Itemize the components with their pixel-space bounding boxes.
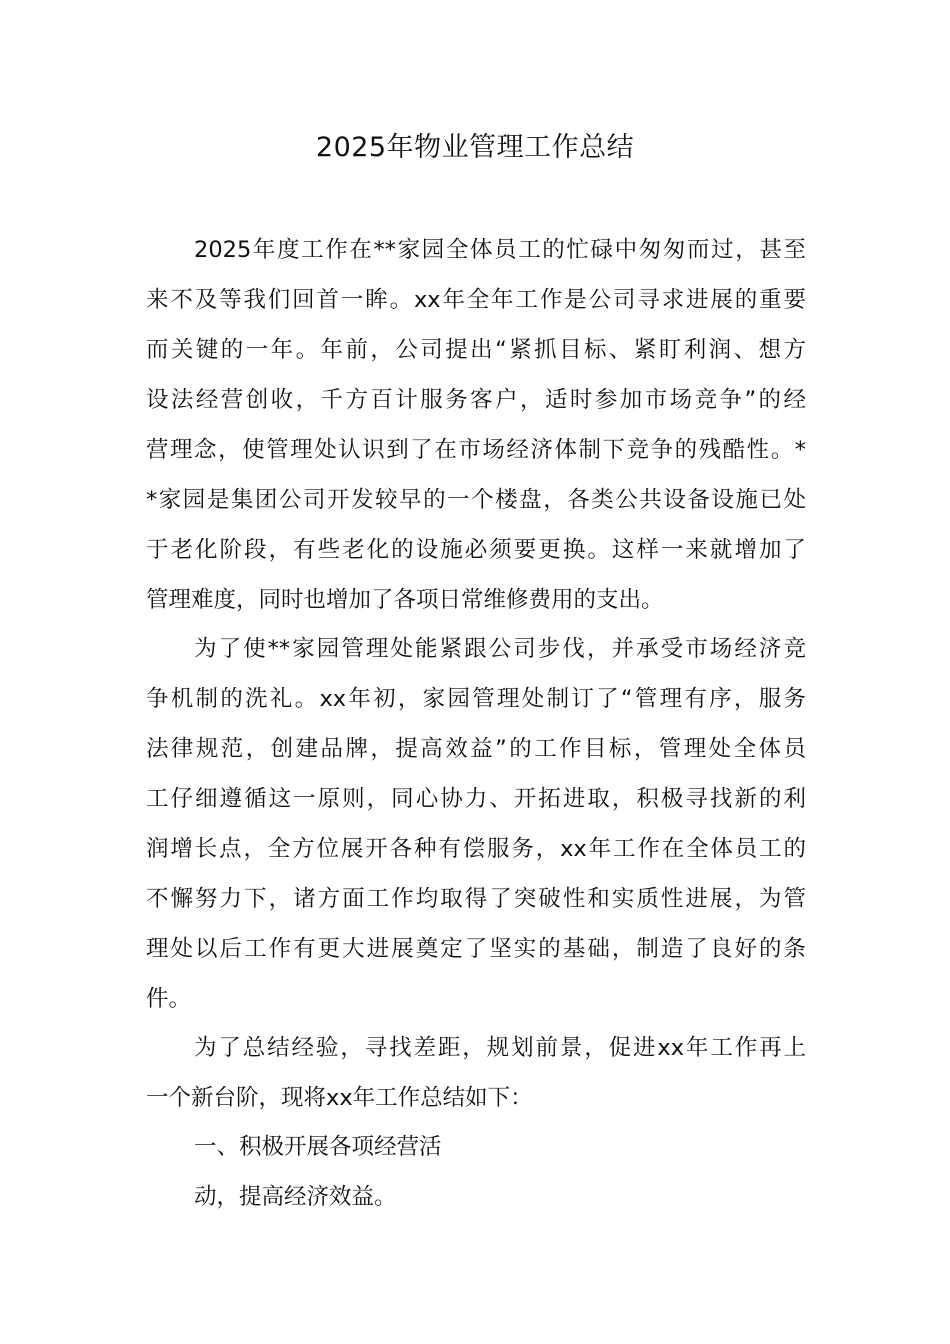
paragraph-line: 为了总结经验，寻找差距，规划前景，促进xx年工作再上 [194,1035,806,1061]
paragraph-line: 理处以后工作有更大进展奠定了坚实的基础，制造了良好的条 [146,936,806,962]
section-heading-continuation: 动，提高经济效益。 [194,1184,397,1210]
paragraph-line: 一个新台阶，现将xx年工作总结如下： [146,1085,533,1111]
paragraph-line: 工仔细遵循这一原则，同心协力、开拓进取，积极寻找新的利 [146,786,806,812]
document-title: 2025年物业管理工作总结 [315,132,635,163]
paragraph-line: 法律规范，创建品牌，提高效益”的工作目标，管理处全体员 [146,736,806,762]
paragraph-line: 争机制的洗礼。xx年初，家园管理处制订了“管理有序，服务 [146,686,806,712]
paragraph-line: 2025年度工作在**家园全体员工的忙碌中匆匆而过，甚至 [194,237,806,263]
paragraph-line: 于老化阶段，有些老化的设施必须要更换。这样一来就增加了 [146,537,806,563]
paragraph-line: 为了使**家园管理处能紧跟公司步伐，并承受市场经济竞 [194,636,806,662]
paragraph-line: 营理念，使管理处认识到了在市场经济体制下竞争的残酷性。* [146,437,806,463]
paragraph-line: 润增长点，全方位展开各种有偿服务，xx年工作在全体员工的 [146,836,806,862]
paragraph-line: 管理难度，同时也增加了各项日常维修费用的支出。 [146,587,664,613]
paragraph-line: 件。 [146,986,192,1012]
paragraph-line: 设法经营创收，千方百计服务客户，适时参加市场竞争”的经 [146,387,806,413]
paragraph-line: 来不及等我们回首一眸。xx年全年工作是公司寻求进展的重要 [146,287,806,313]
paragraph-line: 不懈努力下，诸方面工作均取得了突破性和实质性进展，为管 [146,886,806,912]
paragraph-line: *家园是集团公司开发较早的一个楼盘，各类公共设备设施已处 [146,487,806,513]
paragraph-line: 而关键的一年。年前，公司提出“紧抓目标、紧盯利润、想方 [146,337,806,363]
section-heading: 一、积极开展各项经营活 [194,1134,442,1160]
